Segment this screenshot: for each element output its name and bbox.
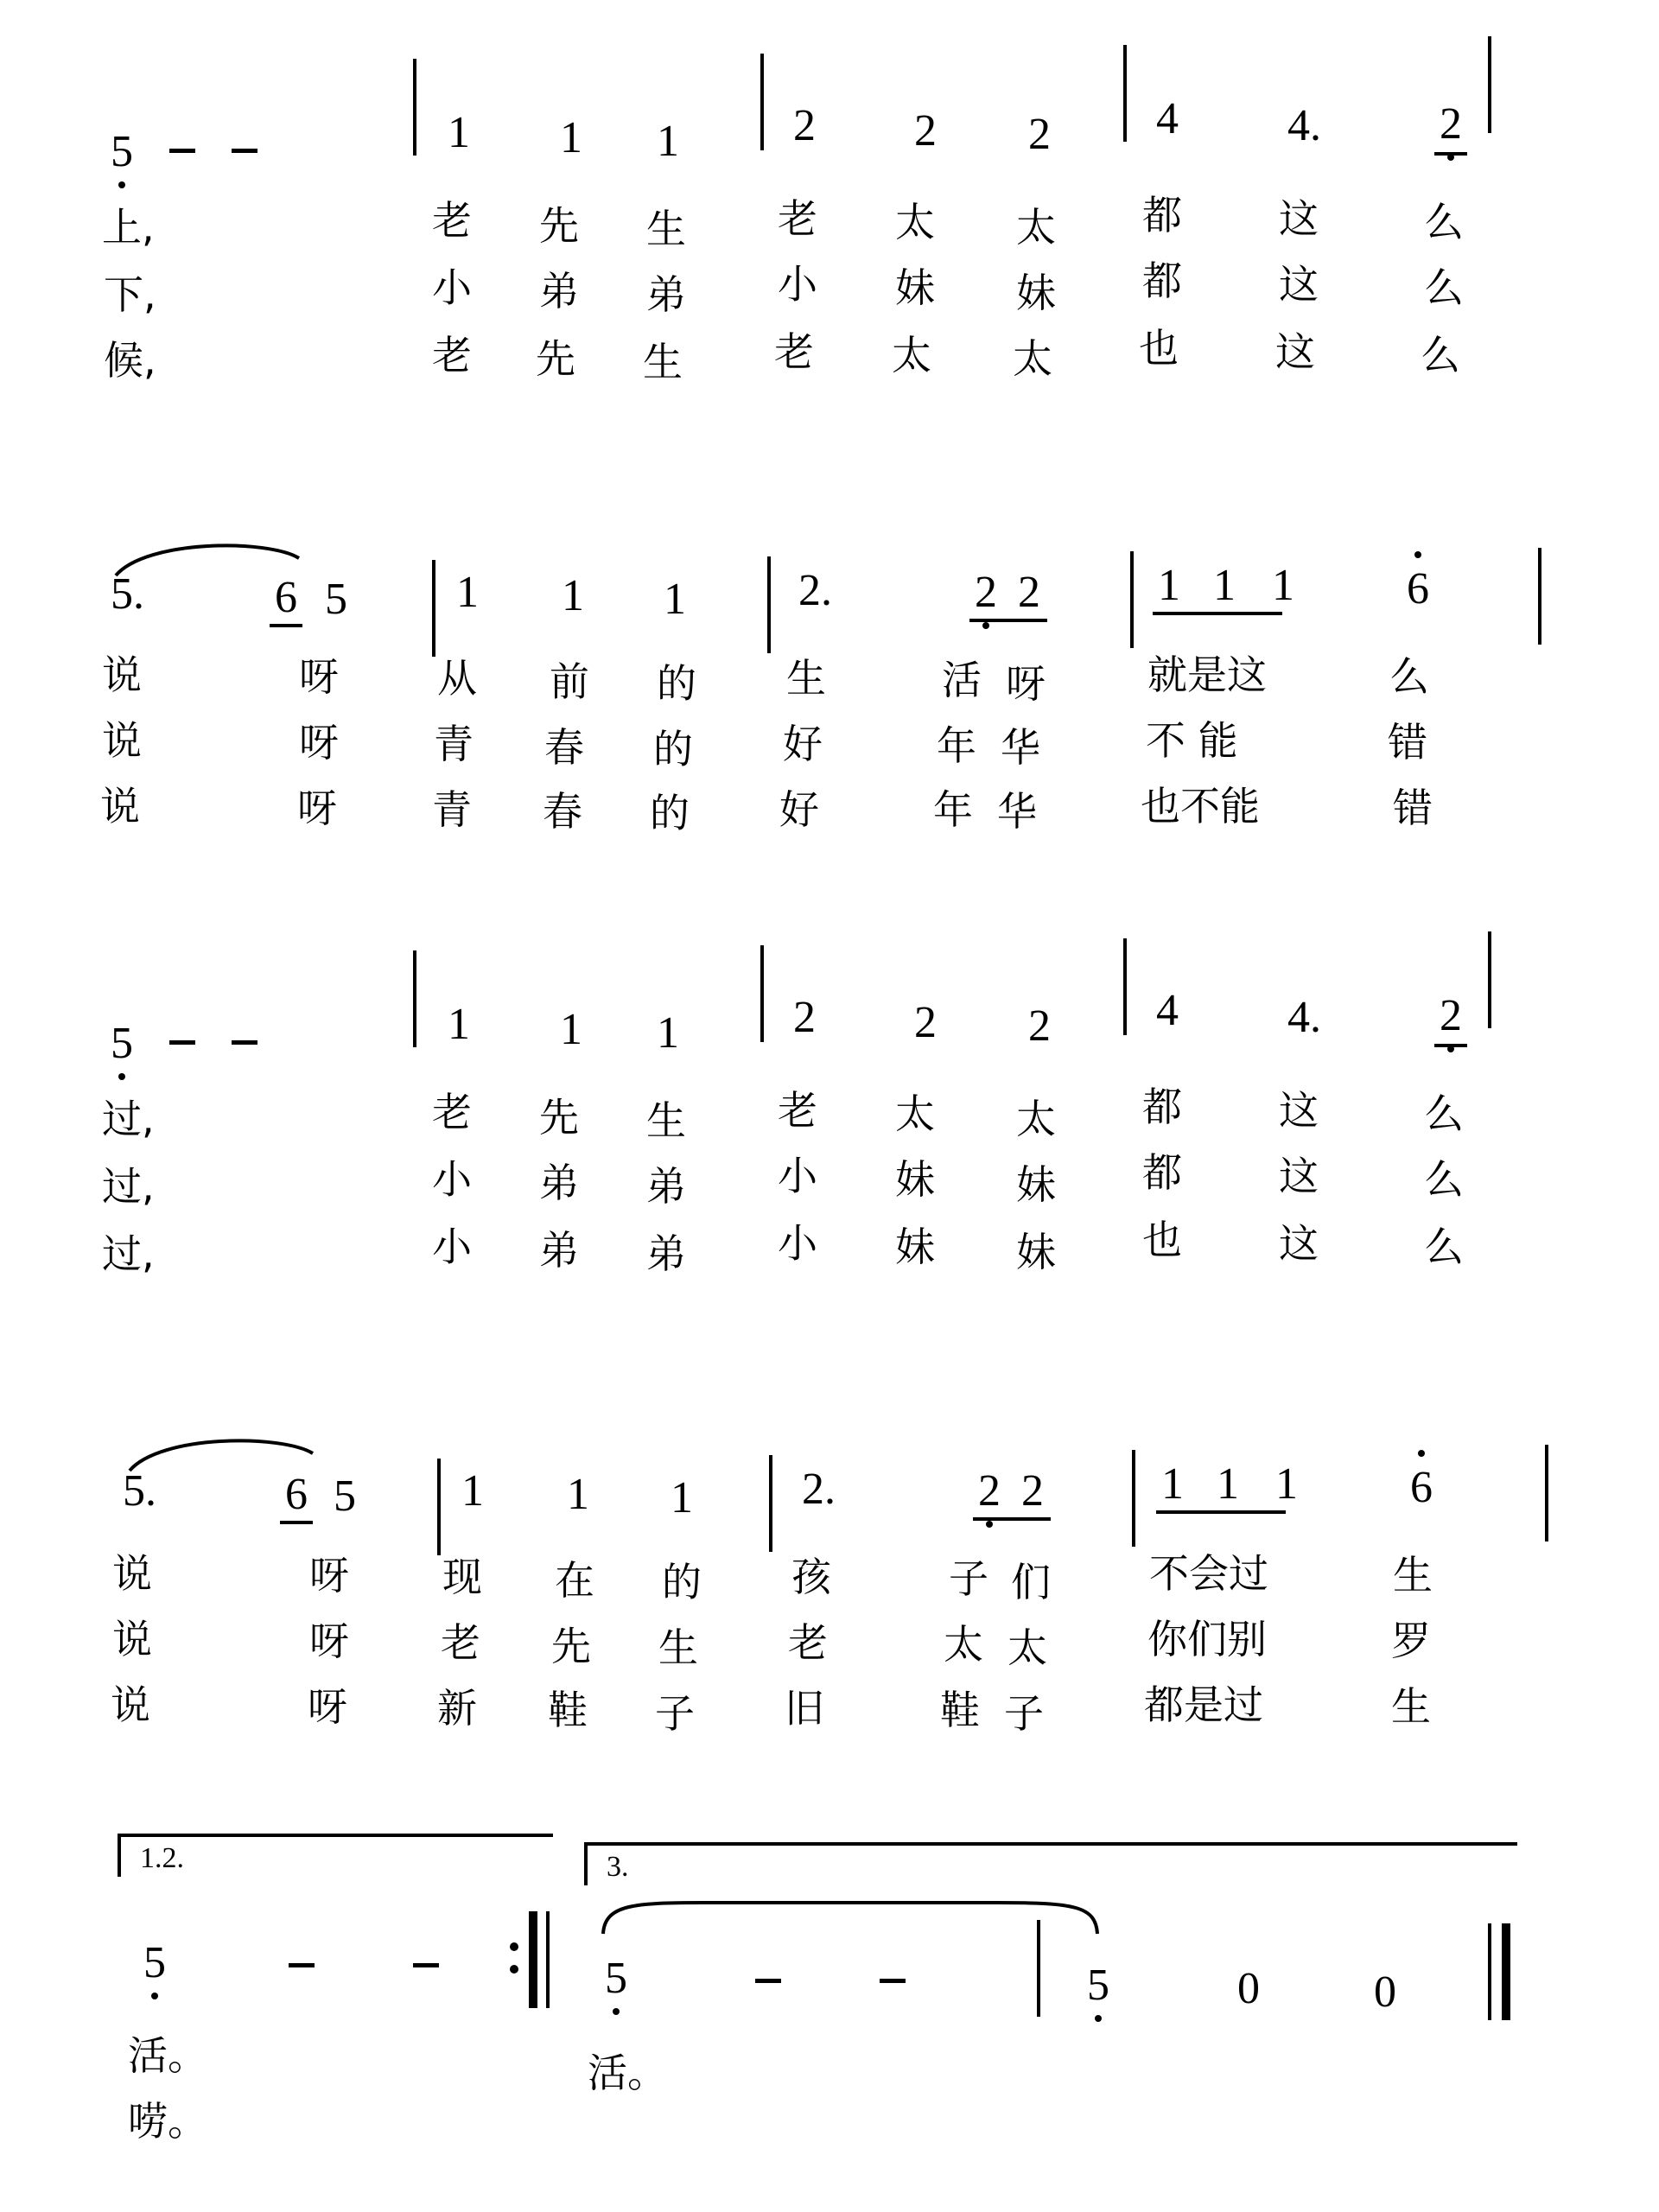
lyric-line: 都是过 — [1144, 1681, 1263, 1728]
lyric-line: 也 — [1139, 325, 1179, 372]
lyric-line: 么 — [1424, 1090, 1464, 1137]
lyric-line: 妹 — [895, 1156, 935, 1203]
lyric-line: 老 — [432, 332, 472, 378]
lyric-line: 弟 — [539, 1227, 579, 1274]
note: 2 — [1021, 1466, 1044, 1516]
volta-label: 3. — [607, 1851, 629, 1883]
beam — [1434, 1044, 1467, 1047]
note: 5 — [605, 1954, 627, 2003]
note: 2 — [1018, 568, 1040, 617]
beam — [1153, 612, 1282, 615]
note: 1 — [448, 1000, 470, 1049]
lyric-line: 呀 — [299, 653, 339, 700]
beam — [969, 619, 1047, 622]
dash — [169, 1040, 195, 1045]
lyric-line: 老 — [432, 1089, 472, 1135]
lyric-line: 妹 — [1016, 1161, 1056, 1208]
lyric-line: 妹 — [1016, 270, 1056, 316]
note: 1 — [456, 568, 479, 617]
lyric-line: 过, — [102, 1163, 155, 1210]
lyric-line: 呀 — [308, 1683, 347, 1730]
lyric-line: 新 — [437, 1685, 477, 1732]
lyric-line: 活。 — [588, 2050, 667, 2096]
barline — [1538, 548, 1541, 645]
note: 1 — [1272, 561, 1294, 610]
dash — [880, 1979, 906, 1983]
lyric-line: 这 — [1279, 1153, 1319, 1199]
barline — [437, 1459, 441, 1555]
dash — [289, 1963, 315, 1967]
lyric-line: 呀 — [309, 1618, 349, 1664]
note: 2 — [978, 1466, 1001, 1516]
note: 6 — [285, 1470, 308, 1519]
barline — [1123, 45, 1127, 142]
note: 1 — [562, 571, 584, 620]
lyric-line: 华 — [1001, 724, 1040, 771]
lyric-line: 呀 — [297, 785, 337, 831]
lyric-line: 先 — [539, 1094, 579, 1141]
lyric-line: 鞋 — [940, 1687, 980, 1733]
note: 2 — [793, 101, 816, 150]
note: 0 — [1237, 1964, 1260, 2013]
lyric-line: 么 — [1424, 264, 1464, 311]
note: 1 — [461, 1466, 484, 1516]
note: 1 — [664, 575, 686, 624]
lyric-line: 这 — [1279, 261, 1319, 308]
note: 4 — [1156, 986, 1179, 1035]
note: 1 — [567, 1470, 589, 1519]
lyric-line: 从 — [437, 655, 477, 702]
note: 6 — [275, 573, 297, 622]
lyric-line: 子 — [949, 1555, 988, 1602]
lyric-line: 在 — [555, 1557, 594, 1604]
volta-label: 1.2. — [140, 1842, 184, 1874]
lyric-line: 生 — [658, 1624, 698, 1671]
lyric-line: 小 — [432, 1156, 472, 1203]
lyric-line: 生 — [786, 655, 826, 702]
lyric-line: 们 — [1011, 1559, 1051, 1605]
note: 2 — [975, 568, 997, 617]
lyric-line: 你们别 — [1147, 1616, 1267, 1662]
barline — [769, 1455, 772, 1552]
barline — [413, 950, 416, 1047]
lyric-line: 生 — [1393, 1552, 1433, 1599]
lyric-line: 前 — [550, 658, 589, 705]
barline — [760, 945, 764, 1042]
lyric-line: 太 — [1007, 1624, 1047, 1671]
lyric-line: 太 — [1016, 204, 1056, 251]
lyric-line: 现 — [442, 1554, 482, 1600]
lyric-line: 鞋 — [548, 1687, 588, 1733]
beam — [280, 1521, 313, 1524]
lyric-line: 错 — [1388, 719, 1427, 766]
lyric-line: 不会过 — [1149, 1550, 1268, 1597]
lyric-line: 的 — [657, 660, 696, 707]
lyric-line: 的 — [653, 726, 693, 772]
final-barline-thin — [1488, 1923, 1491, 2020]
note: 1 — [671, 1473, 693, 1522]
lyric-line: 华 — [997, 788, 1037, 835]
lyric-line: 都 — [1142, 192, 1182, 238]
lyric-line: 弟 — [539, 268, 579, 315]
lyric-line: 小 — [778, 1153, 817, 1199]
lyric-line: 过, — [102, 1230, 155, 1277]
lyric-line: 老 — [778, 1087, 817, 1134]
lyric-line: 旧 — [785, 1685, 824, 1732]
beam — [270, 624, 302, 627]
lyric-line: 么 — [1424, 1224, 1464, 1270]
lyric-line: 好 — [783, 721, 823, 767]
note: 1 — [1275, 1459, 1298, 1509]
lyric-line: 也不能 — [1141, 783, 1260, 830]
lyric-line: 小 — [778, 1220, 817, 1267]
lyric-line: 这 — [1275, 328, 1315, 375]
barline — [1488, 931, 1491, 1028]
lyric-line: 这 — [1279, 1087, 1319, 1134]
barline — [1545, 1445, 1548, 1541]
lyric-line: 小 — [432, 264, 472, 311]
lyric-line: 子 — [1004, 1690, 1044, 1737]
lyric-line: 生 — [646, 206, 686, 252]
tuplet-bracket — [600, 1897, 1101, 1942]
dash — [413, 1963, 439, 1967]
lyric-line: 弟 — [646, 1163, 686, 1210]
lyric-line: 呀 — [1006, 660, 1046, 707]
note: 5 — [325, 575, 347, 624]
lyric-line: 候, — [104, 337, 156, 384]
lyric-line: 妹 — [895, 1224, 935, 1270]
barline — [767, 556, 771, 653]
note: 4. — [1287, 101, 1321, 150]
lyric-line: 老 — [778, 195, 817, 242]
lyric-line: 太 — [895, 199, 935, 245]
lyric-line: 弟 — [539, 1160, 579, 1206]
lyric-line: 活。 — [128, 2032, 207, 2079]
note: 1 — [1213, 561, 1236, 610]
beam — [1156, 1510, 1286, 1514]
barline — [1037, 1920, 1040, 2017]
note: 2 — [1028, 1001, 1051, 1051]
note: 4 — [1156, 94, 1179, 143]
lyric-line: 子 — [655, 1690, 695, 1737]
lyric-line: 说 — [112, 1616, 152, 1662]
lyric-line: 年 — [937, 722, 976, 769]
lyric-line: 青 — [434, 721, 474, 767]
beam — [973, 1517, 1051, 1521]
note: 2. — [802, 1465, 836, 1514]
lyric-line: 都 — [1142, 1149, 1182, 1196]
lyric-line: 不 能 — [1146, 717, 1238, 764]
note: 5. — [111, 569, 144, 619]
note: 2 — [914, 998, 937, 1047]
repeat-barline — [529, 1911, 537, 2008]
lyric-line: 小 — [778, 261, 817, 308]
note: 6 — [1407, 564, 1429, 613]
lyric-line: 年 — [933, 786, 973, 833]
lyric-line: 先 — [551, 1623, 591, 1669]
barline — [432, 560, 435, 657]
note: 1 — [657, 117, 679, 166]
barline — [413, 59, 416, 156]
lyric-line: 老 — [441, 1619, 480, 1666]
lyric-line: 说 — [111, 1681, 150, 1728]
lyric-line: 上, — [102, 204, 155, 251]
beam — [1434, 152, 1467, 156]
note: 1 — [1217, 1459, 1239, 1509]
lyric-line: 这 — [1279, 195, 1319, 242]
note: 1 — [448, 108, 470, 157]
lyric-line: 太 — [1016, 1096, 1056, 1142]
lyric-line: 太 — [892, 332, 931, 378]
note: 1 — [657, 1008, 679, 1058]
lyric-line: 过, — [102, 1096, 155, 1142]
lyric-line: 都 — [1142, 257, 1182, 304]
note: 1 — [1158, 561, 1180, 610]
lyric-line: 罗 — [1391, 1618, 1431, 1664]
lyric-line: 生 — [646, 1097, 686, 1144]
lyric-line: 说 — [102, 717, 142, 764]
lyric-line: 先 — [539, 202, 579, 249]
lyric-line: 说 — [112, 1550, 152, 1597]
lyric-line: 青 — [432, 786, 472, 833]
lyric-line: 先 — [536, 335, 575, 382]
note: 2 — [1440, 99, 1462, 149]
note: 5 — [334, 1471, 356, 1521]
note: 2. — [798, 566, 832, 615]
lyric-line: 太 — [944, 1621, 983, 1668]
note: 5 — [111, 1019, 133, 1068]
note: 6 — [1410, 1463, 1433, 1512]
note: 1 — [560, 1005, 582, 1054]
lyric-line: 弟 — [646, 271, 686, 318]
lyric-line: 这 — [1279, 1220, 1319, 1267]
lyric-line: 妹 — [895, 264, 935, 311]
lyric-line: 弟 — [646, 1230, 686, 1277]
note: 5. — [123, 1466, 156, 1516]
lyric-line: 么 — [1389, 653, 1429, 700]
lyric-line: 的 — [650, 790, 690, 836]
note: 5 — [111, 127, 133, 176]
lyric-line: 老 — [788, 1619, 828, 1666]
lyric-line: 生 — [1391, 1683, 1431, 1730]
note: 0 — [1374, 1967, 1396, 2017]
barline — [1123, 938, 1127, 1035]
lyric-line: 太 — [1013, 335, 1052, 382]
lyric-line: 老 — [774, 328, 814, 375]
lyric-line: 么 — [1421, 332, 1460, 378]
lyric-line: 说 — [102, 652, 142, 698]
note: 1 — [1161, 1459, 1184, 1509]
lyric-line: 好 — [779, 786, 819, 833]
dash — [755, 1979, 781, 1983]
barline — [1488, 36, 1491, 133]
lyric-line: 太 — [895, 1090, 935, 1137]
lyric-line: 也 — [1142, 1217, 1182, 1263]
lyric-line: 说 — [100, 783, 140, 830]
lyric-line: 生 — [643, 339, 683, 385]
lyric-line: 下, — [104, 271, 156, 318]
volta-bracket-3 — [584, 1842, 1517, 1885]
note: 2 — [914, 106, 937, 156]
lyric-line: 妹 — [1016, 1229, 1056, 1275]
barline — [1132, 1450, 1135, 1547]
dash — [232, 149, 257, 153]
note: 1 — [560, 113, 582, 162]
repeat-dots — [510, 1942, 518, 1987]
lyric-line: 春 — [543, 788, 582, 835]
lyric-line: 活 — [942, 657, 982, 703]
lyric-line: 么 — [1424, 199, 1464, 245]
final-barline-thick — [1502, 1923, 1510, 2020]
note: 2 — [1028, 110, 1051, 159]
note: 2 — [1440, 991, 1462, 1040]
lyric-line: 唠。 — [128, 2098, 207, 2145]
dash — [169, 149, 195, 153]
lyric-line: 么 — [1424, 1156, 1464, 1203]
lyric-line: 春 — [544, 724, 584, 771]
barline — [760, 54, 764, 150]
note: 4. — [1287, 993, 1321, 1042]
repeat-barline-thin — [546, 1911, 550, 2008]
lyric-line: 错 — [1393, 785, 1433, 831]
lyric-line: 呀 — [299, 719, 339, 766]
lyric-line: 都 — [1142, 1084, 1182, 1130]
note: 5 — [1087, 1961, 1109, 2010]
lyric-line: 孩 — [791, 1554, 831, 1600]
lyric-line: 小 — [432, 1224, 472, 1270]
barline — [1130, 551, 1134, 648]
lyric-line: 就是这 — [1147, 652, 1267, 698]
note: 5 — [143, 1938, 166, 1987]
lyric-line: 呀 — [309, 1552, 349, 1599]
lyric-line: 老 — [432, 197, 472, 244]
lyric-line: 的 — [662, 1559, 702, 1605]
note: 2 — [793, 993, 816, 1042]
dash — [232, 1040, 257, 1045]
